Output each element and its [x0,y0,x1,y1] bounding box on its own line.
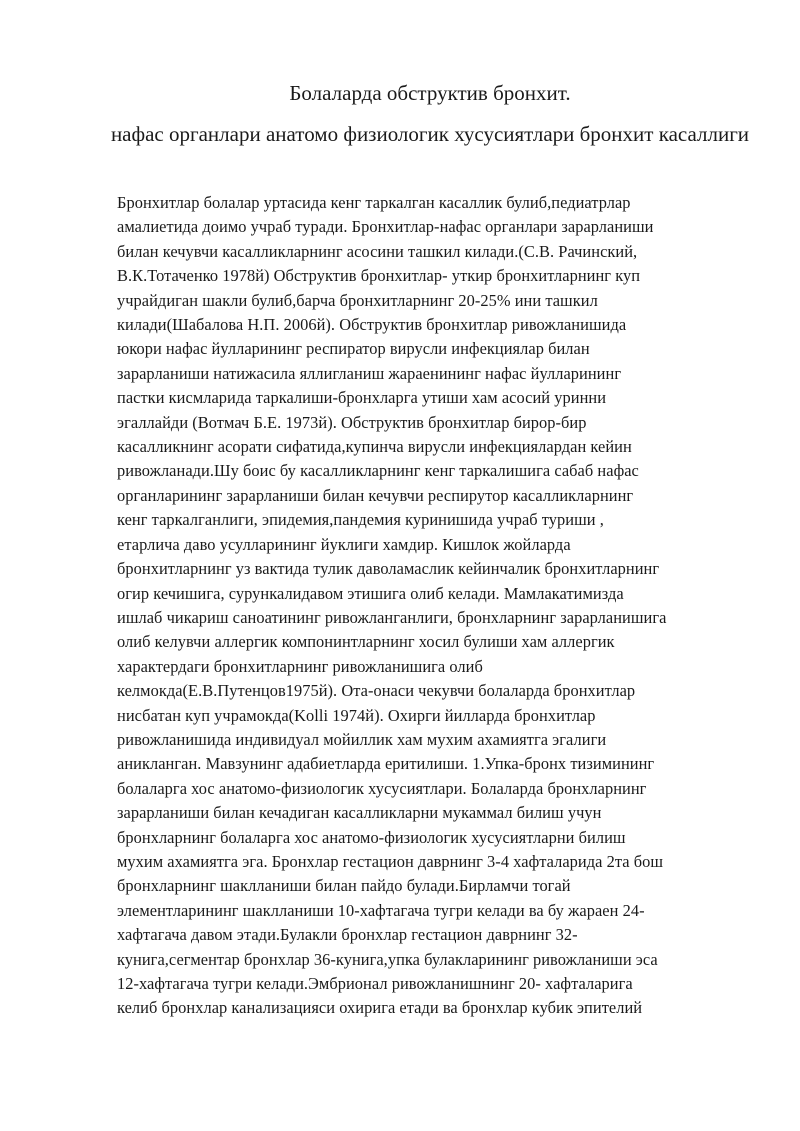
body-line: келмокда(Е.В.Путенцов1975й). Ота-онаси чекувчи болаларда бронхитлар [117,681,636,701]
body-line: эгаллайди (Вотмач Б.Е. 1973й). Обструктив бронхитлар бирор-бир [117,412,587,432]
body-line: бронхларнинг шаклланиши билан пайдо булади.Бирламчи тогай [117,876,571,896]
body-line: ривожланишида индивидуал мойиллик хам мухим ахамиятга эгалиги [117,729,607,749]
body-line: элементларининг шаклланиши 10-хафтагача тугри келади ва бу жараен 24- [117,900,645,920]
body-line: органларининг зарарланиши билан кечувчи респирутор касалликларнинг [117,485,634,505]
body-line: мухим ахамиятга эга. Бронхлар гестацион даврнинг 3-4 хафталарида 2та бош [117,851,664,871]
body-line: кенг таркалганлиги, эпидемия,пандемия куринишида учраб туриши , [117,510,604,530]
body-line: хафтагача давом этади.Булакли бронхлар гестацион даврнинг 32- [117,925,578,945]
body-line: учрайдиган шакли булиб,барча бронхитларнинг 20-25% ини ташкил [117,290,598,310]
body-line: етарлича даво усулларининг йуклиги хамдир. Кишлок жойларда [117,534,571,554]
body-line: зарарланиши билан кечадиган касалликларни мукаммал билиш учун [117,803,602,823]
body-line: огир кечишига, сурункалидавом этишига олиб келади. Мамлакатимизда [117,583,624,603]
body-line: 12-хафтагача тугри келади.Эмбрионал ривожланишнинг 20- хафталарига [117,974,633,993]
body-line: бронхитларнинг уз вактида тулик даволамаслик кейинчалик бронхитларнинг [117,559,660,579]
body-line: билан кечувчи касалликларнинг асосини ташкил килади.(С.В. Рачинский, [117,241,638,261]
body-line: келиб бронхлар канализацияси охирига етади ва бронхлар кубик эпителий [117,998,643,1018]
document-body [117,191,757,1021]
body-line: зарарланиши натижасила яллигланиш жараенининг нафас йулларининг [117,363,622,383]
body-line: ишлаб чикариш саноатининг ривожланганлиги, бронхларнинг зарарланишига [117,607,667,627]
body-line: олиб келувчи аллергик компонинтларнинг хосил булиши хам аллергик [117,632,615,652]
body-line: пастки кисмларида таркалиши-бронхларга утиши хам асосий уринни [117,388,607,408]
body-line: юкори нафас йулларининг респиратор вирусли инфекциялар билан [117,339,590,359]
body-line: кунига,сегментар бронхлар 36-кунига,упка булакларининг ривожланиши эса [117,949,658,969]
body-line: характердаги бронхитларнинг ривожланишига олиб [117,656,483,676]
body-line: В.К.Тотаченко 1978й) Обструктив бронхитлар- уткир бронхитларнинг куп [117,266,641,286]
body-line: болаларга хос анатомо-физиологик хусусиятлари. Болаларда бронхларнинг [117,778,647,798]
body-line: бронхларнинг болаларга хос анатомо-физиологик хусусиятларни билиш [117,827,626,847]
document-title: Болаларда обструктив бронхит. [289,81,571,105]
body-line: аникланган. Мавзунинг адабиетларда еритилиши. 1.Упка-бронх тизимининг [117,754,655,774]
body-line: амалиетида доимо учраб туради. Бронхитлар-нафас органлари зарарланиши [117,217,654,237]
body-line: ривожланади.Шу боис бу касалликларнинг кенг таркалишига сабаб нафас [117,461,639,481]
body-line: нисбатан куп учрамокда(Kolli 1974й). Охирги йилларда бронхитлар [117,705,596,725]
body-line: килади(Шабалова Н.П. 2006й). Обструктив бронхитлар ривожланишида [117,315,627,335]
body-line: Бронхитлар болалар уртасида кенг таркалган касаллик булиб,педиатрлар [117,193,631,212]
body-line: касалликнинг асорати сифатида,купинча вирусли инфекциялардан кейин [117,437,632,457]
document-subtitle: нафас органлари анатомо физиологик хусусиятлари бронхит касаллиги [110,122,750,146]
